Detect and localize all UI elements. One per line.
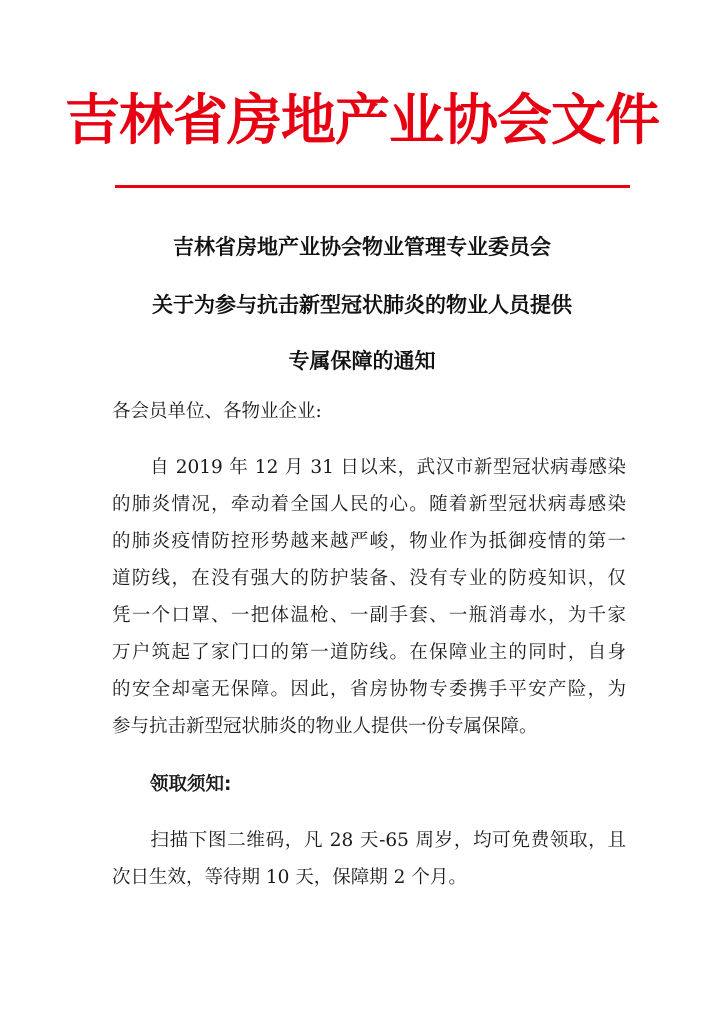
- paragraph-line: 的安全却毫无保障。因此，省房协物专委携手平安产险，为: [112, 679, 626, 700]
- paragraph-line: 参与抗击新型冠状肺炎的物业人提供一份专属保障。: [112, 716, 538, 737]
- notice-title-line-2: 关于为参与抗击新型冠状肺炎的物业人员提供: [152, 293, 572, 317]
- paragraph-line: 万户筑起了家门口的第一道防线。在保障业主的同时，自身: [112, 642, 626, 663]
- paragraph-instructions: [112, 822, 626, 896]
- notice-heading: 领取须知:: [150, 774, 232, 795]
- paragraph-line: 扫描下图二维码，凡 28 天-65 周岁，均可免费领取，且: [112, 830, 626, 851]
- notice-title-line-3: 专属保障的通知: [288, 349, 436, 373]
- paragraph-line: 次日生效，等待期 10 天，保障期 2 个月。: [112, 867, 467, 888]
- paragraph-line: 的肺炎情况，牵动着全国人民的心。随着新型冠状病毒感染: [112, 494, 626, 515]
- notice-title-line-1: 吉林省房地产业协会物业管理专业委员会: [173, 235, 551, 259]
- paragraph-line: 道防线，在没有强大的防护装备、没有专业的防疫知识，仅: [112, 568, 626, 589]
- letterhead-divider: [115, 185, 630, 188]
- letterhead-title: 吉林省房地产业协会文件: [64, 88, 659, 152]
- paragraph-line: 凭一个口罩、一把体温枪、一副手套、一瓶消毒水，为千家: [112, 605, 626, 626]
- paragraph-intro: [112, 449, 626, 745]
- paragraph-line: 的肺炎疫情防控形势越来越严峻，物业作为抵御疫情的第一: [112, 531, 626, 552]
- paragraph-line: 自 2019 年 12 月 31 日以来，武汉市新型冠状病毒感染: [112, 457, 626, 478]
- salutation: 各会员单位、各物业企业:: [112, 401, 322, 422]
